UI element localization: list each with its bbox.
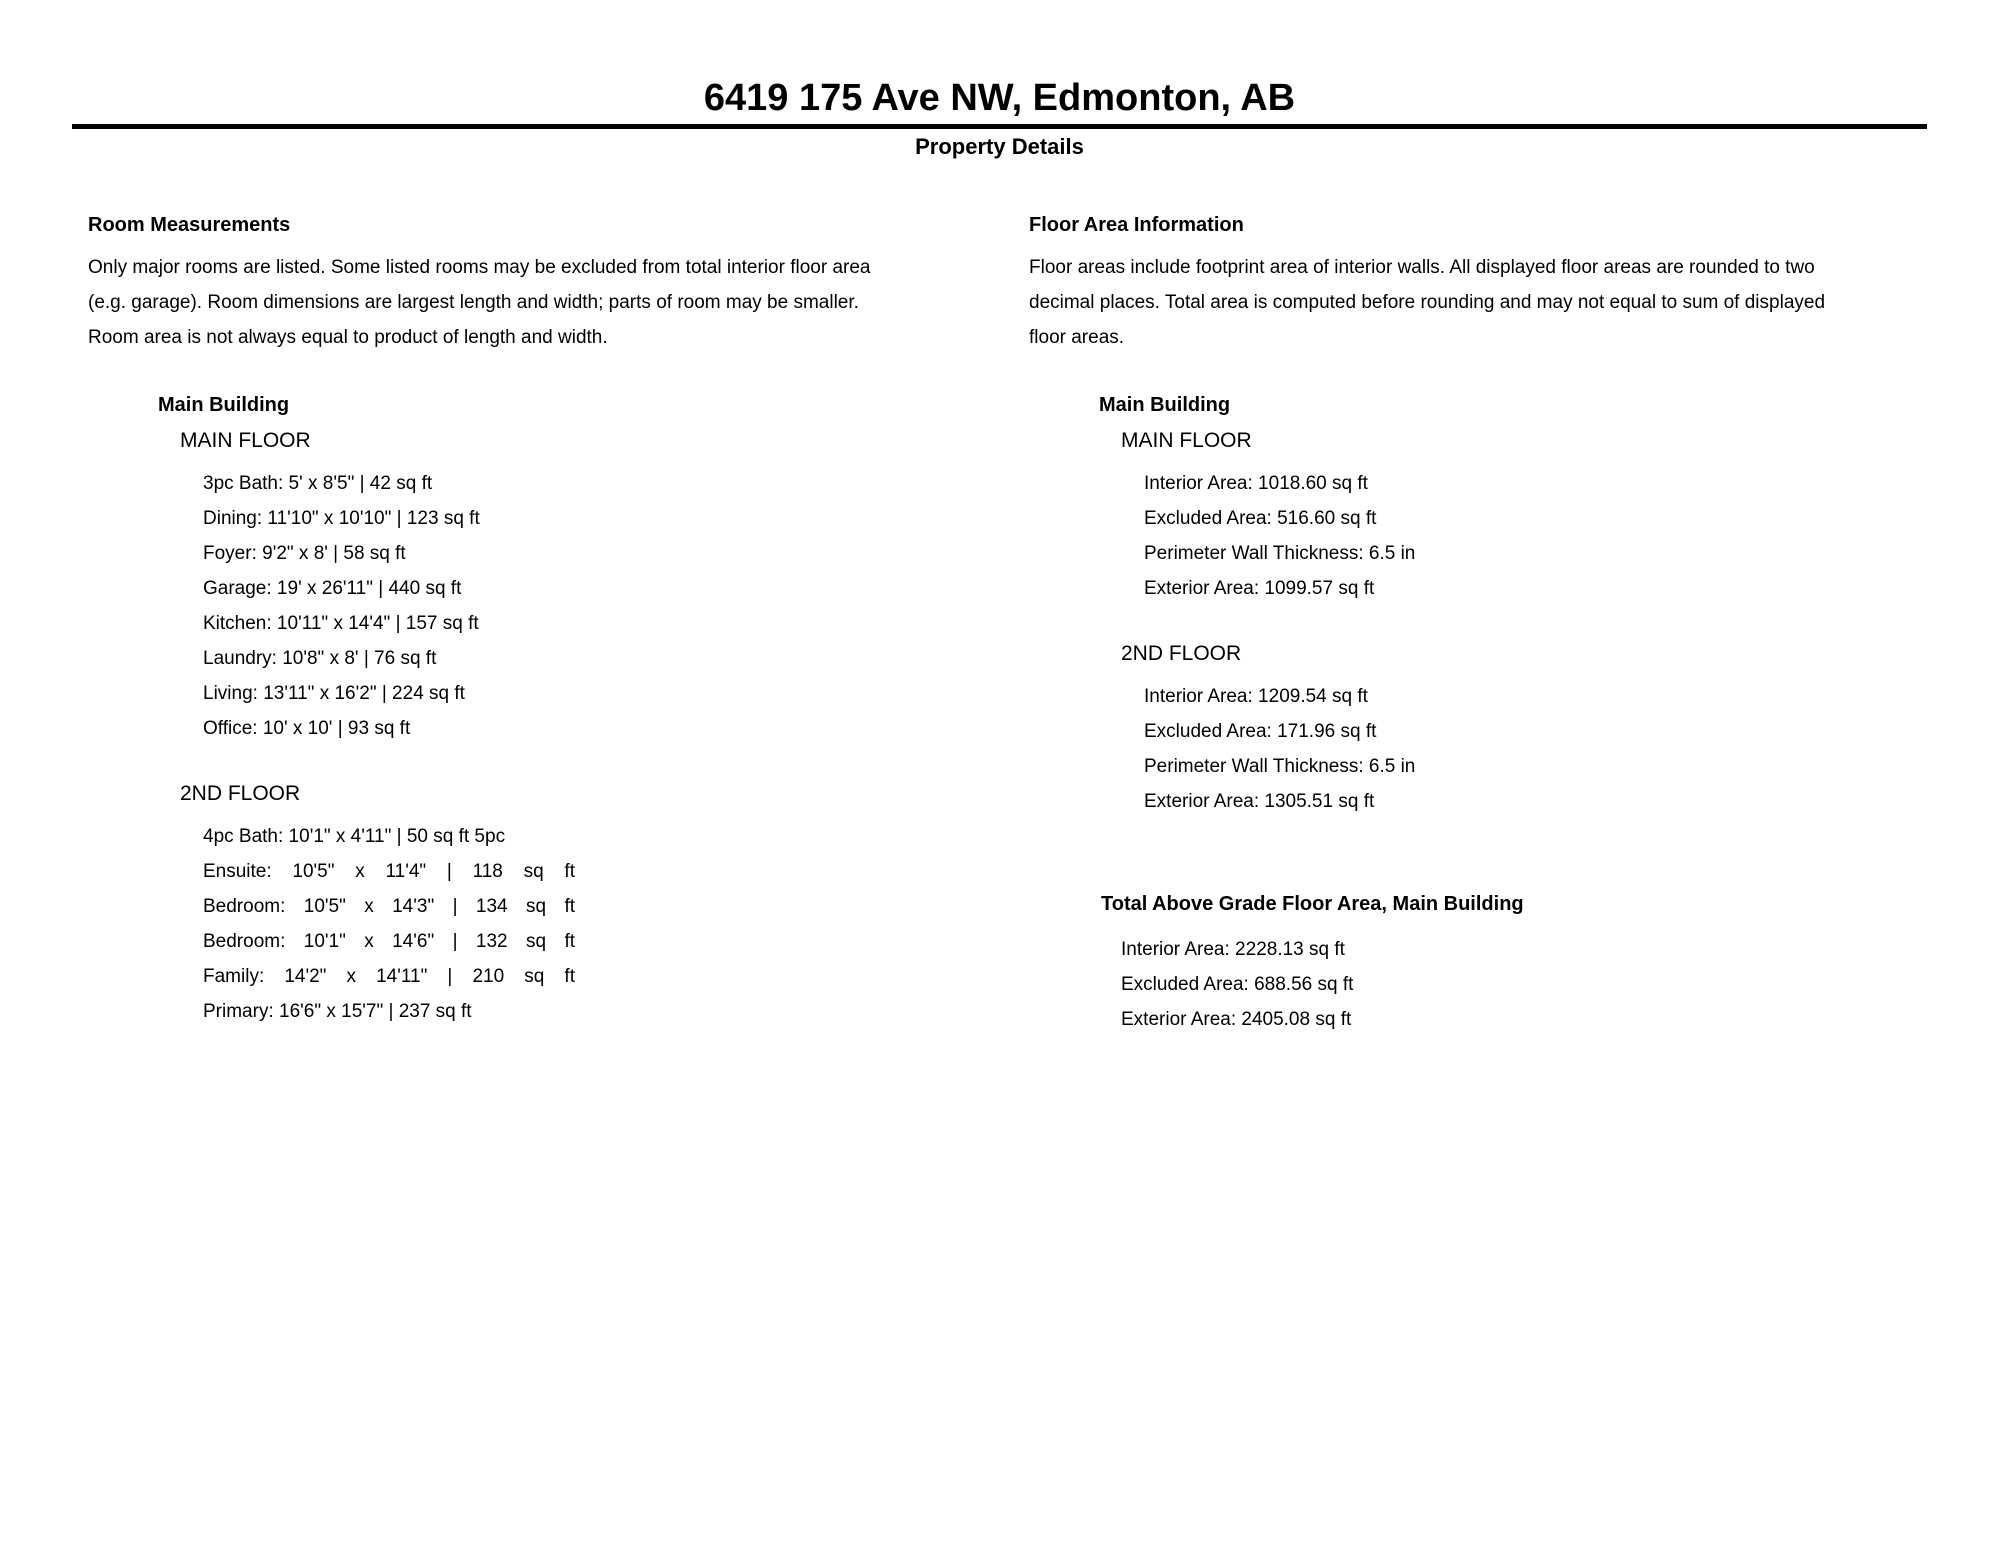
- room-measurements-main-floor-block: [158, 428, 988, 746]
- floor-area-stat-line: Exterior Area: 1305.51 sq ft: [1144, 791, 1375, 812]
- room-measurement-line: Kitchen: 10'11" x 14'4" | 157 sq ft: [203, 613, 479, 634]
- page-subtitle: Property Details: [915, 134, 1084, 159]
- room-measurement-line: Dining: 11'10" x 10'10" | 123 sq ft: [203, 508, 480, 529]
- room-measurement-line: Living: 13'11" x 16'2" | 224 sq ft: [203, 683, 465, 704]
- description-line: (e.g. garage). Room dimensions are largest length and width; parts of room may be smaller.: [88, 292, 859, 313]
- main-floor-area-stats: [1121, 466, 1965, 606]
- room-measurement-line: 3pc Bath: 5' x 8'5" | 42 sq ft: [203, 473, 433, 494]
- room-measurement-line: Garage: 19' x 26'11" | 440 sq ft: [203, 578, 462, 599]
- floor-area-stat-line: Excluded Area: 516.60 sq ft: [1144, 508, 1377, 529]
- floor-area-heading: Floor Area Information: [1029, 214, 1244, 236]
- room-measurements-2nd-floor-block: [158, 781, 988, 1029]
- room-measurements-section: [88, 213, 988, 1029]
- floor-area-stat-line: Exterior Area: 1099.57 sq ft: [1144, 578, 1375, 599]
- 2nd-floor-room-list: [180, 819, 575, 1029]
- room-measurement-line: 4pc Bath: 10'1" x 4'11" | 50 sq ft 5pc: [203, 826, 506, 847]
- room-measurement-line: Laundry: 10'8" x 8' | 76 sq ft: [203, 648, 437, 669]
- description-line: Floor areas include footprint area of interior walls. All displayed floor areas are rounded to two: [1029, 257, 1815, 278]
- room-measurements-heading: Room Measurements: [88, 214, 291, 236]
- room-measurement-line: Primary: 16'6" x 15'7" | 237 sq ft: [203, 1001, 472, 1022]
- floor-area-2nd-floor-block: [1099, 641, 1965, 819]
- floor-name: MAIN FLOOR: [180, 429, 311, 452]
- 2nd-floor-area-stats: [1121, 679, 1965, 819]
- total-above-grade-heading: Total Above Grade Floor Area, Main Building: [1101, 893, 1524, 915]
- content-columns: [0, 213, 2000, 1037]
- floor-name: 2ND FLOOR: [1121, 642, 1242, 665]
- header-divider: [72, 124, 1927, 129]
- room-measurement-line: Bedroom: 10'5" x 14'3" | 134 sq ft: [203, 896, 575, 917]
- description-line: floor areas.: [1029, 327, 1125, 348]
- floor-area-description: [1029, 250, 1965, 355]
- main-floor-room-list: [180, 466, 575, 746]
- description-line: Only major rooms are listed. Some listed rooms may be excluded from total interior floor area: [88, 257, 871, 278]
- total-above-grade-block: [1029, 892, 1965, 1037]
- floor-area-main-floor-block: [1099, 428, 1965, 606]
- floor-area-section: [1029, 213, 1965, 1037]
- floor-area-main-building: [1029, 393, 1965, 819]
- room-measurement-line: Foyer: 9'2" x 8' | 58 sq ft: [203, 543, 406, 564]
- floor-area-stat-line: Interior Area: 1209.54 sq ft: [1144, 686, 1368, 707]
- floor-area-stat-line: Interior Area: 2228.13 sq ft: [1121, 939, 1345, 960]
- room-measurement-line: Bedroom: 10'1" x 14'6" | 132 sq ft: [203, 931, 575, 952]
- room-measurements-description: [88, 250, 988, 355]
- room-measurement-line: Ensuite: 10'5" x 11'4" | 118 sq ft: [203, 861, 575, 882]
- floor-area-stat-line: Perimeter Wall Thickness: 6.5 in: [1144, 756, 1416, 777]
- building-name: Main Building: [158, 394, 290, 416]
- room-measurements-main-building: [88, 393, 988, 1029]
- page-title: 6419 175 Ave NW, Edmonton, AB: [703, 77, 1296, 119]
- floor-area-stat-line: Perimeter Wall Thickness: 6.5 in: [1144, 543, 1416, 564]
- document-header: [0, 0, 2000, 160]
- building-name: Main Building: [1099, 394, 1231, 416]
- floor-area-stat-line: Excluded Area: 171.96 sq ft: [1144, 721, 1377, 742]
- description-line: Room area is not always equal to product of length and width.: [88, 327, 608, 348]
- floor-area-stat-line: Exterior Area: 2405.08 sq ft: [1121, 1009, 1352, 1030]
- floor-name: 2ND FLOOR: [180, 782, 301, 805]
- room-measurement-line: Family: 14'2" x 14'11" | 210 sq ft: [203, 966, 575, 987]
- total-above-grade-stats: [1101, 932, 1965, 1037]
- floor-name: MAIN FLOOR: [1121, 429, 1252, 452]
- room-measurement-line: Office: 10' x 10' | 93 sq ft: [203, 718, 411, 739]
- floor-area-stat-line: Excluded Area: 688.56 sq ft: [1121, 974, 1354, 995]
- floor-area-stat-line: Interior Area: 1018.60 sq ft: [1144, 473, 1368, 494]
- description-line: decimal places. Total area is computed before rounding and may not equal to sum of displayed: [1029, 292, 1826, 313]
